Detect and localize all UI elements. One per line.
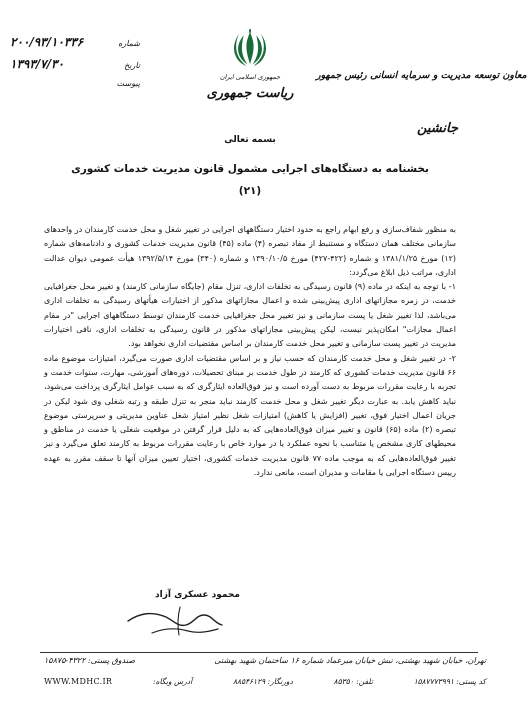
clause-1: ۱- با توجه به اینکه در ماده (۹) قانون رسیدگی به تخلفات اداری، تنزل مقام (جایگاه سازمانی کارمند) و تغییر محل جغرافیایی خدمت، در زمره مجازاتهای اداری پیش‌بینی شده و اعمال مجازاتهای مذکور از اختیارات هیأتهای رسیدگی به تخلفات اداری می‌باشد، لذا تغییر شغل یا پست سازمانی و نیز تغییر محل جغرافیایی خدمت کارمندان توسط دستگاههای اجرایی "در مقام اعمال مجازات" امکان‌پذیر نیست، لیکن پیش‌بینی مجازاتهای مذکور در قانون رسیدگی به تخلفات اداری، نافی اختیارات مدیریت در تغییر پست سازمانی و تغییر محل خدمت کارمندان بر اساس مقتضیات اداری نخواهد بود. [44,282,456,349]
handwritten-signature [122,603,232,639]
circular-title: بخشنامه به دستگاه‌های اجرایی مشمول قانون مدیریت خدمات کشوری [71,163,429,175]
letter-attachment-row [10,79,140,101]
letter-date-value: ۱۳۹۳/۷/۳۰ [10,57,64,71]
footer-website-label: آدرس وبگاه: [153,677,193,686]
signer-name: محمود عسکری آزاد [155,590,240,600]
footer-phone: تلفن: ۸۵۳۵۰ [333,677,373,686]
letter-number-row [10,35,140,57]
footer-postal-code: کد پستی: ۱۵۸۷۷۷۳۹۹۱ [413,677,486,686]
issuer-subtitle: جانشین [416,121,458,136]
letter-body [44,223,456,480]
bismillah-heading: بسمه تعالی [224,135,276,145]
footer-contacts [44,677,486,686]
clause-2: ۲- در تغییر شغل و محل خدمت کارمندان که حسب نیاز و بر اساس مقتضیات اداری صورت می‌گیرد، امتیازات موضوع ماده ۶۶ قانون مدیریت خدمات کشوری که کارمند در طول خدمت بر مبنای تحصیلات، دوره‌های آموزشی، مهارت، سنوات خدمت و تجربه با رعایت مقررات مربوط به دست آورده است و نیز فوق‌العاده ایثارگری که به سبب عوامل ایثارگری پرداخت می‌شود، نباید کاهش یابد. به عبارت دیگر تغییر شغل و محل خدمت کارمند نباید منجر به تنزل طبقه و رتبه شغلی وی شود لیکن در جریان اعمال اختیار فوق، تغییر (افزایش یا کاهش) امتیازات شغل نظیر امتیاز شغل عناوین مدیریتی و سرپرستی موضوع تبصره (۲) ماده (۶۵) قانون و تغییر میزان فوق‌العاده‌هایی که به دلیل قرار گرفتن در موقعیت شغلی یا خدمت در مناطق و محیطهای کاری مشخص یا متناسب با نحوه عملکرد یا در موارد خاص با رعایت مقررات مربوط به کارمند تعلق می‌گیرد و نیز تغییر فوق‌العاده‌هایی که به موجب ماده ۷۷ قانون مدیریت خدمات کشوری، اختیار تعیین میزان آنها تا سقف مقرر به عهده رییس دستگاه اجرایی یا مقامات و مدیران است، مانعی ندارد. [44,353,456,478]
letter-date-label: تاریخ [124,61,140,70]
circular-number: (۲۱) [238,185,262,197]
country-name: جمهوری اسلامی ایران [219,73,281,81]
letter-attachment-label: پیوست [116,79,140,88]
letter-meta [10,35,140,101]
presidency-title: ریاست جمهوری [206,86,294,101]
footer-website-link[interactable]: WWW.MDHC.IR [44,677,113,686]
letter-date-row [10,57,140,79]
footer-address: تهران، خیابان شهید بهشتی، نبش خیابان میرعماد شماره ۱۶ ساختمان شهید بهشتی [214,656,486,665]
letter-number-value: ۲۰۰/۹۳/۱۰۳۳۶ [10,35,84,49]
footer-fax: دورنگار: ۸۸۵۴۶۱۲۹ [233,677,293,686]
presidency-block [195,28,305,101]
issuer-title: معاون توسعه مدیریت و سرمایه انسانی رئیس جمهور [316,70,527,81]
footer-divider [40,652,478,653]
footer-po-box: صندوق پستی: ۴۳۲۲-۱۵۸۷۵ [44,656,136,665]
intro-paragraph: به منظور شفاف‌سازی و رفع ابهام راجع به حدود اختیار دستگاههای اجرایی در تغییر شغل و محل خدمت کارمندان در واحدهای سازمانی مختلف همان دستگاه و مستنبط از مفاد تبصره (۴) ماده (۴۵) قانون مدیریت خدمات کشوری و دادنامه‌های شماره (۱۲) مورخ ۱۳۸۱/۱/۲۵ و شماره (۴۲۲-۴۲۷) مورخ ۱۳۹۰/۱۰/۵ و شماره (۳۴۰) مورخ ۱۳۹۲/۵/۱۴ هیأت عمومی دیوان عدالت اداری، مراتب ذیل ابلاغ می‌گردد: [44,225,457,277]
issuer-block [316,70,527,136]
iran-emblem-icon [232,28,268,68]
letter-number-label: شماره [118,39,140,48]
